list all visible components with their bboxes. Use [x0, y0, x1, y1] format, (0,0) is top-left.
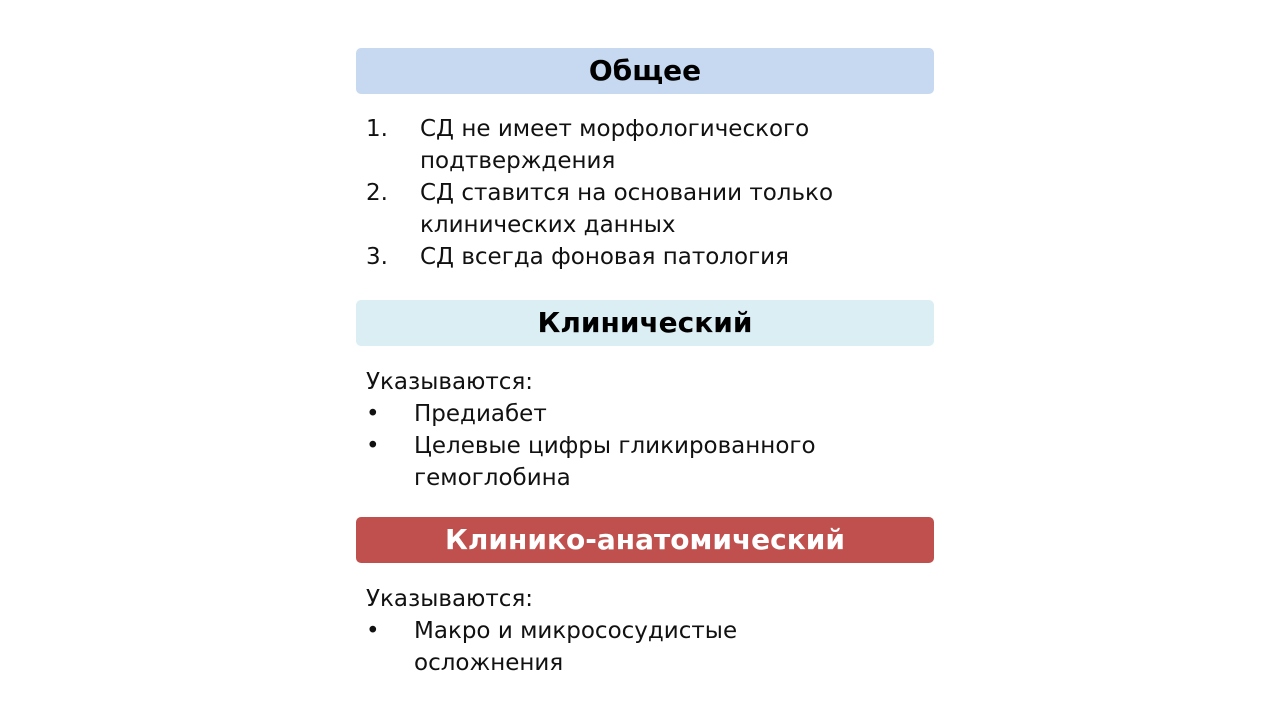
- section-title-clinico-anatomical: Клинико-анатомический: [445, 523, 845, 556]
- list-item-text: Предиабет: [414, 401, 547, 427]
- bullet-list-clinical: [366, 366, 886, 494]
- list-item: [366, 113, 886, 177]
- numbered-list-general: [366, 113, 886, 273]
- bullet-marker: •: [366, 401, 380, 427]
- list-intro: Указываются:: [366, 369, 534, 395]
- list-item-text: Целевые цифры гликированного гемоглобина: [414, 433, 816, 491]
- list-number: 1.: [366, 116, 388, 142]
- section-header-general: [356, 48, 934, 94]
- bullet-list-clinico-anatomical: [366, 583, 886, 679]
- list-item: [366, 177, 886, 241]
- bullet-marker: •: [366, 618, 380, 644]
- list-item-text: СД не имеет морфологического подтверждения: [420, 116, 810, 174]
- section-title-clinical: Клинический: [537, 306, 753, 339]
- list-item: [366, 398, 886, 430]
- bullet-marker: •: [366, 433, 380, 459]
- section-header-clinico-anatomical: [356, 517, 934, 563]
- list-item: [366, 241, 886, 273]
- section-title-general: Общее: [588, 54, 702, 87]
- list-number: 3.: [366, 244, 388, 270]
- list-item-text: СД ставится на основании только клинических данных: [420, 180, 834, 238]
- list-item: [366, 430, 886, 494]
- list-item-text: СД всегда фоновая патология: [420, 244, 789, 270]
- list-item-text: Макро и микрососудистые осложнения: [414, 618, 738, 676]
- section-header-clinical: [356, 300, 934, 346]
- list-item: [366, 615, 886, 679]
- list-number: 2.: [366, 180, 388, 206]
- list-intro: Указываются:: [366, 586, 534, 612]
